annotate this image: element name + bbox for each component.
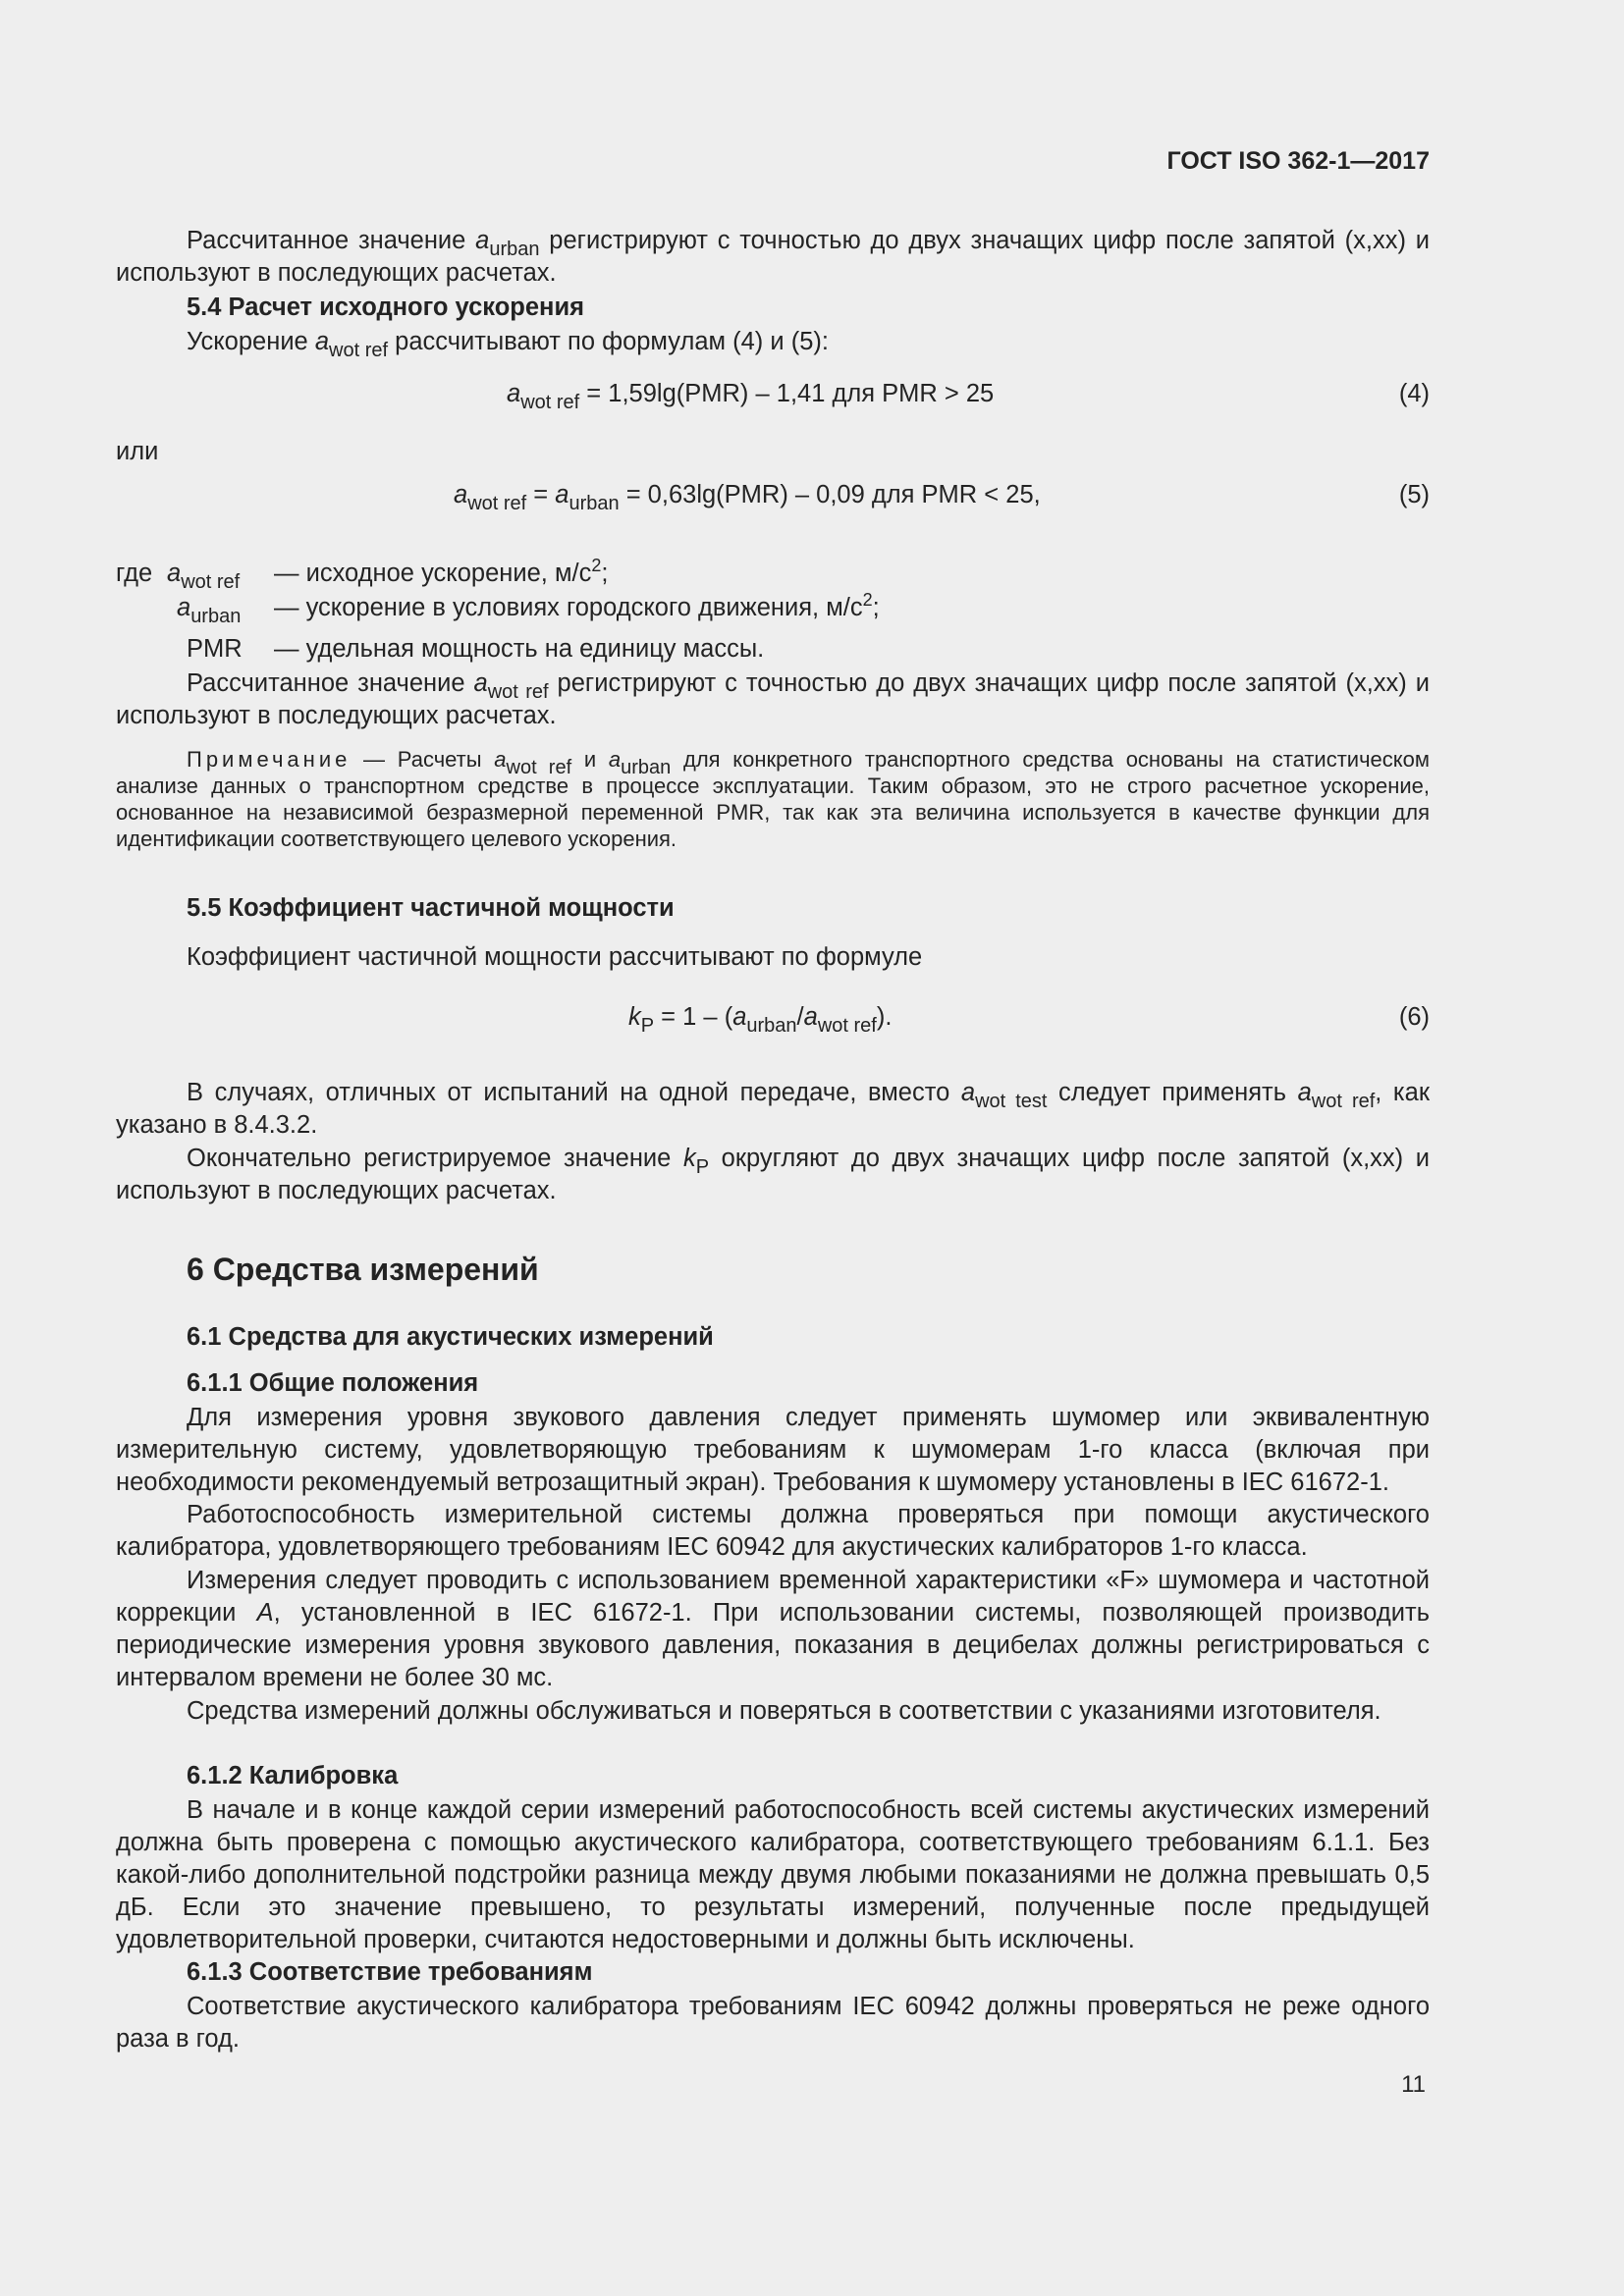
formula-6-number: (6) xyxy=(1398,1003,1430,1031)
section-5-5-title: 5.5 Коэффициент частичной мощности xyxy=(187,894,675,922)
where-symbol-pmr: PMR xyxy=(187,635,243,663)
paragraph-6-1-1-b: Работоспособность измерительной системы должна проверяться при помощи акустического калибратора, удовлетворяющего требованиям IEC 60942 для акустических калибраторов 1-го класса. xyxy=(116,1501,1430,1561)
section-6-1-2-title: 6.1.2 Калибровка xyxy=(187,1762,399,1789)
where-desc-aurban: — ускорение в условиях городского движения, $м/с^2$; xyxy=(274,590,880,621)
paragraph-6-1-3: Соответствие акустического калибратора требованиям IEC 60942 должны проверяться не реже одного раза в год. xyxy=(116,1993,1430,2053)
formula-4: $a_{wot ref} = 1,59\lg(PMR) - 1,41$ для PMR > 25 xyxy=(507,380,995,413)
paragraph-6-1-1-a: Для измерения уровня звукового давления следует применять шумомер или эквивалентную измерительную систему, удовлетворяющую требованиям к шумомерам 1-го класса (включая при необходимости рекомендуемый ветрозащитный экран). Требования к шумомеру установлены в IEC 61672-1. xyxy=(116,1404,1430,1496)
paragraph-6-1-1-c: Измерения следует проводить с использованием временной характеристики «F» шумомера и частотной коррекции A, установленной в IEC 61672-1. При использовании системы, позволяющей производить периодические измерения уровня звукового давления, показания в децибелах должны регистрироваться с интервалом времени не более 30 мс. xyxy=(116,1567,1430,1691)
section-6-title: 6 Средства измерений xyxy=(187,1252,539,1287)
doc-header: ГОСТ ISO 362-1—2017 xyxy=(1166,147,1430,175)
paragraph-kp-intro: Коэффициент частичной мощности рассчитывают по формуле xyxy=(187,943,923,971)
where-label: где xyxy=(116,560,153,587)
section-6-1-title: 6.1 Средства для акустических измерений xyxy=(187,1323,714,1351)
paragraph-aurban-precision: Рассчитанное значение $a_{urban}$ регистрируют с точностью до двух значащих цифр после запятой (x,xx) и используют в последующих расчетах. xyxy=(116,227,1431,287)
formula-5-number: (5) xyxy=(1398,481,1430,508)
paragraph-formulas-intro: Ускорение $a_{wot ref}$ рассчитывают по формулам (4) и (5): xyxy=(187,328,829,361)
formula-4-number: (4) xyxy=(1398,380,1430,407)
section-6-1-1-title: 6.1.1 Общие положения xyxy=(187,1369,479,1397)
where-symbol-awotref: $a_{wot ref}$ xyxy=(167,560,241,593)
where-desc-pmr: — удельная мощность на единицу массы. xyxy=(274,635,765,663)
where-desc-awotref: — исходное ускорение, $м/с^2$; xyxy=(274,556,609,587)
paragraph-6-1-1-d: Средства измерений должны обслуживаться и поверяться в соответствии с указаниями изготовителя. xyxy=(187,1697,1381,1725)
paragraph-6-1-2: В начале и в конце каждой серии измерений работоспособность всей системы акустических измерений должна быть проверена с помощью акустического калибратора, соответствующего требованиям 6.1.1. Без какой-либо дополнительной подстройки разница между двумя любыми показаниями не должна превышать 0,5 дБ. Если это значение превышено, то результаты измерений, полученные после предыдущей удовлетворительной проверки, считаются недостоверными и должны быть исключены. xyxy=(116,1796,1430,1953)
paragraph-awotref-precision: Рассчитанное значение $a_{wot ref}$ регистрируют с точностью до двух значащих цифр после запятой (x,xx) и используют в последующих расчетах. xyxy=(116,669,1430,729)
formula-6: $k_P = 1 - (a_{urban}/a_{wot ref})$. xyxy=(628,1003,893,1037)
paragraph-kp-rounding: Окончательно регистрируемое значение $k_P$ округляют до двух значащих цифр после запятой (x,xx) и используют в последующих расчетах. xyxy=(116,1145,1430,1204)
section-5-4-title: 5.4 Расчет исходного ускорения xyxy=(187,294,584,321)
page-number: 11 xyxy=(1401,2071,1426,2098)
formula-5: $a_{wot ref} = a_{urban} = 0,63\lg(PMR) - 0,09$ для PMR < 25, xyxy=(454,481,1041,514)
section-6-1-3-title: 6.1.3 Соответствие требованиям xyxy=(187,1958,593,1986)
paragraph-single-gear: В случаях, отличных от испытаний на одной передаче, вместо $a_{wot test}$ следует применять $a_{wot ref}$, как указано в 8.4.3.2. xyxy=(116,1079,1430,1139)
where-symbol-aurban: $a_{urban}$ xyxy=(177,594,242,627)
or-word: или xyxy=(116,438,159,465)
note-calculations: Примечание — Расчеты $a_{wot ref}$ и $a_{urban}$ для конкретного транспортного средства основаны на статистическом анализе данных о транспортном средстве в процессе эксплуатации. Таким образом, это не строго расчетное ускорение, основанное на независимой безразмерной переменной PMR, так как эта величина используется в качестве функции для идентификации соответствующего целевого ускорения. xyxy=(116,747,1431,851)
